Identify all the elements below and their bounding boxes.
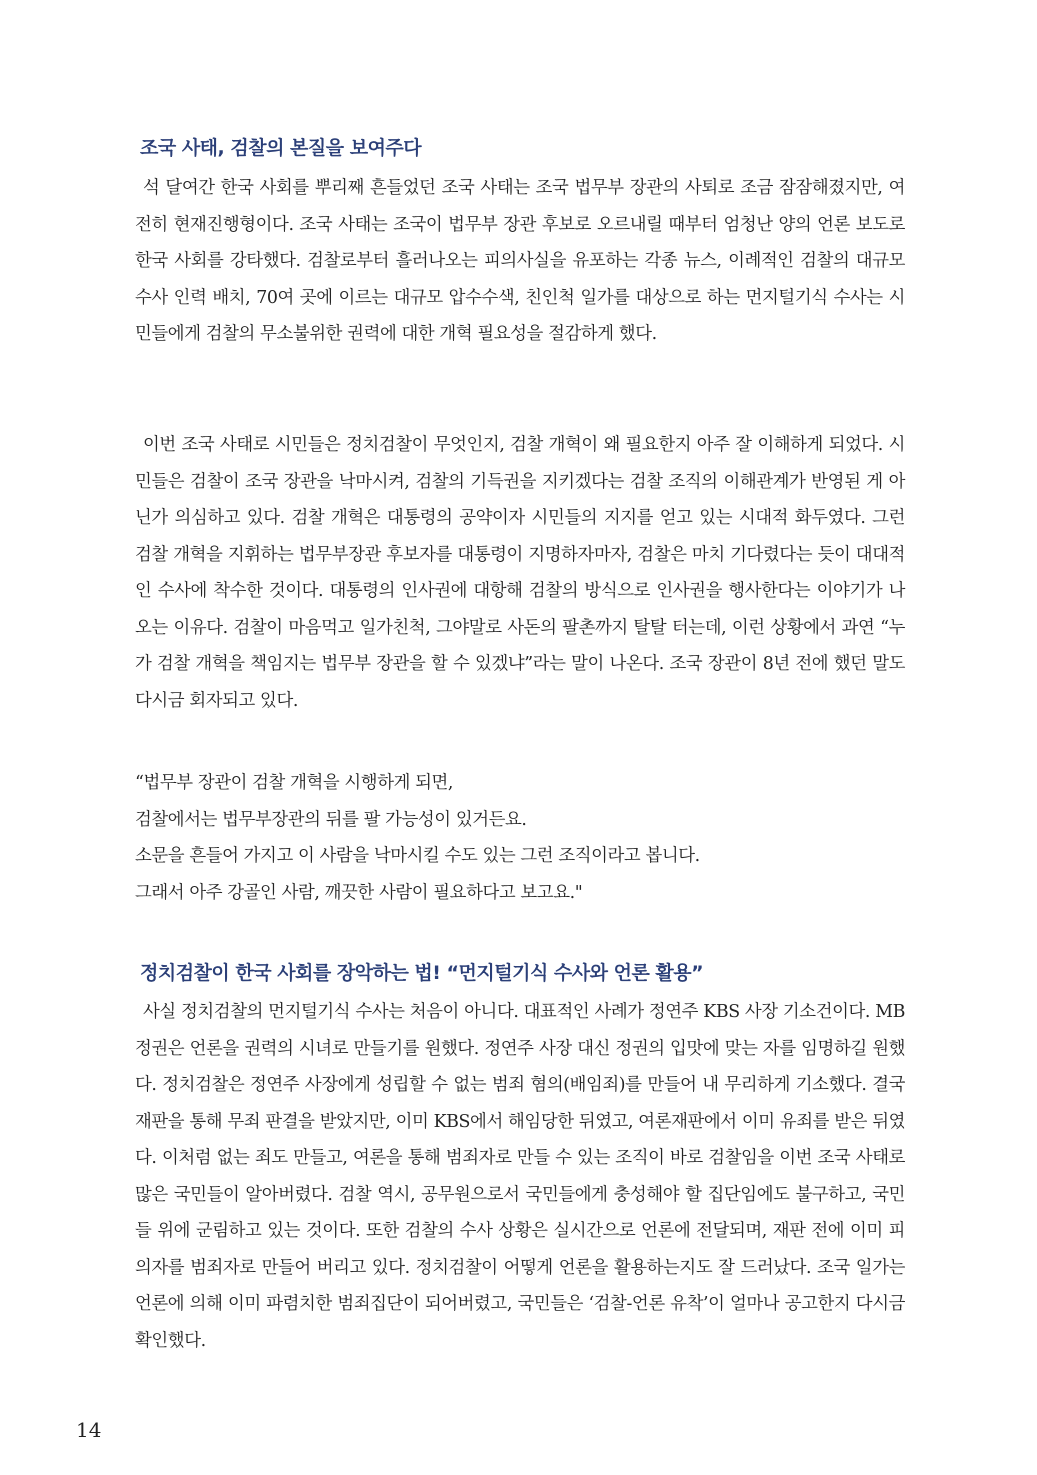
quote-line: 소문을 흔들어 가지고 이 사람을 낙마시킬 수도 있는 그런 조직이라고 봅니다. — [135, 846, 700, 866]
page-number: 14 — [76, 1418, 102, 1442]
quote-block — [135, 765, 915, 911]
paragraph-1-text: 석 달여간 한국 사회를 뿌리째 흔들었던 조국 사태는 조국 법무부 장관의 사퇴로 조금 잠잠해졌지만, 여전히 현재진행형이다. 조국 사태는 조국이 법무부 장관 후보로 오르내릴 때부터 엄청난 양의 언론 보도로 한국 사회를 강타했다. 검찰로부터 흘러나오는 피의사실을 유포하는 각종 뉴스, 이례적인 검찰의 대규모 수사 인력 배치, 70여 곳에 이르는 대규모 압수수색, 친인척 일가를 대상으로 하는 먼지털기식 수사는 시민들에게 검찰의 무소불위한 권력에 대한 개혁 필요성을 절감하게 했다. — [135, 178, 905, 344]
section-heading-1: 조국 사태, 검찰의 본질을 보여주다 — [140, 137, 422, 159]
quote-line: 검찰에서는 법무부장관의 뒤를 팔 가능성이 있거든요. — [135, 809, 527, 830]
paragraph-3 — [135, 994, 905, 1359]
section-heading-2: 정치검찰이 한국 사회를 장악하는 법! “먼지털기식 수사와 언론 활용” — [140, 962, 704, 984]
paragraph-1 — [135, 170, 905, 353]
paragraph-2 — [135, 427, 905, 719]
quote-line: “법무부 장관이 검찰 개혁을 시행하게 되면, — [135, 773, 454, 793]
paragraph-2-text: 이번 조국 사태로 시민들은 정치검찰이 무엇인지, 검찰 개혁이 왜 필요한지 아주 잘 이해하게 되었다. 시민들은 검찰이 조국 장관을 낙마시켜, 검찰의 기득권을 지키겠다는 검찰 조직의 이해관계가 반영된 게 아닌가 의심하고 있다. 검찰 개혁은 대통령의 공약이자 시민들의 지지를 얻고 있는 시대적 화두였다. 그런 검찰 개혁을 지휘하는 법무부장관 후보자를 대통령이 지명하자마자, 검찰은 마치 기다렸다는 듯이 대대적인 수사에 착수한 것이다. 대통령의 인사권에 대항해 검찰의 방식으로 인사권을 행사한다는 이야기가 나오는 이유다. 검찰이 마음먹고 일가친척, 그야말로 사돈의 팔촌까지 탈탈 터는데, 이런 상황에서 과연 “누가 검찰 개혁을 책임지는 법무부 장관을 할 수 있겠냐”라는 말이 나온다. 조국 장관이 8년 전에 했던 말도 다시금 회자되고 있다. — [135, 435, 905, 711]
quote-line: 그래서 아주 강골인 사람, 깨끗한 사람이 필요하다고 보고요." — [135, 882, 583, 903]
paragraph-3-text: 사실 정치검찰의 먼지털기식 수사는 처음이 아니다. 대표적인 사례가 정연주 KBS 사장 기소건이다. MB정권은 언론을 권력의 시녀로 만들기를 원했다. 정연주 사장 대신 정권의 입맛에 맞는 자를 임명하길 원했다. 정치검찰은 정연주 사장에게 성립할 수 없는 범죄 혐의(배임죄)를 만들어 내 무리하게 기소했다. 결국 재판을 통해 무죄 판결을 받았지만, 이미 KBS에서 해임당한 뒤였고, 여론재판에서 이미 유죄를 받은 뒤였다. 이처럼 없는 죄도 만들고, 여론을 통해 범죄자로 만들 수 있는 조직이 바로 검찰임을 이번 조국 사태로 많은 국민들이 알아버렸다. 검찰 역시, 공무원으로서 국민들에게 충성해야 할 집단임에도 불구하고, 국민들 위에 군림하고 있는 것이다. 또한 검찰의 수사 상황은 실시간으로 언론에 전달되며, 재판 전에 이미 피의자를 범죄자로 만들어 버리고 있다. 정치검찰이 어떻게 언론을 활용하는지도 잘 드러났다. 조국 일가는 언론에 의해 이미 파렴치한 범죄집단이 되어버렸고, 국민들은 ‘검찰-언론 유착’이 얼마나 공고한지 다시금 확인했다. — [135, 1002, 905, 1351]
